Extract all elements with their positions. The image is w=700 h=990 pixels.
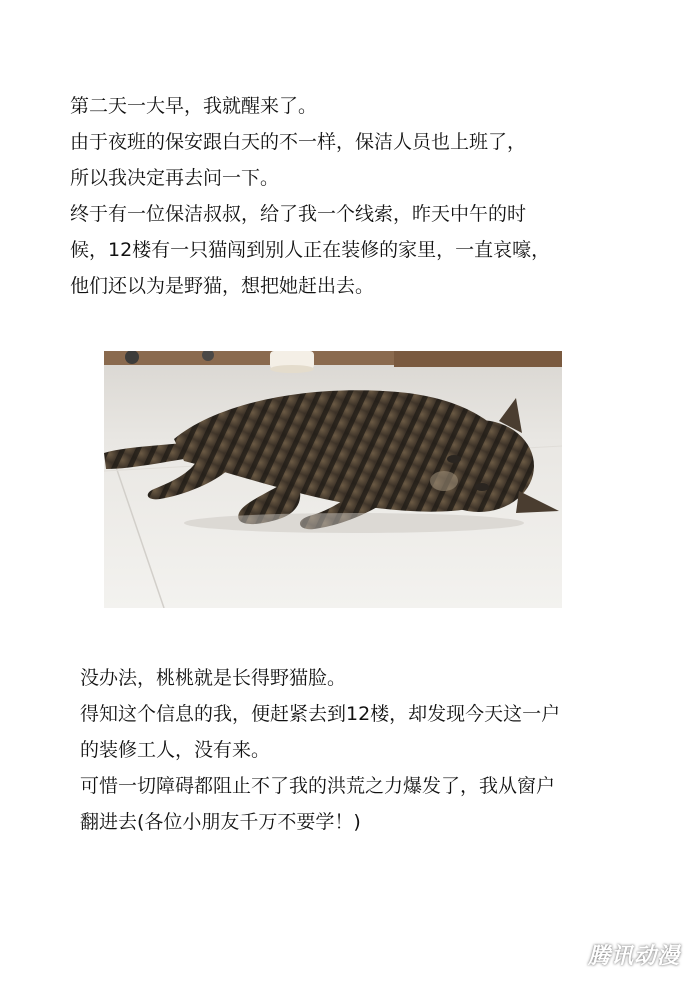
story-line: 终于有一位保洁叔叔，给了我一个线索，昨天中午的时 [70, 203, 527, 225]
story-line: 所以我决定再去问一下。 [70, 167, 280, 189]
story-line: 他们还以为是野猫，想把她赶出去。 [70, 275, 375, 297]
story-line: 可惜一切障碍都阻止不了我的洪荒之力爆发了，我从窗户 [80, 775, 556, 797]
story-line: 的装修工人，没有来。 [80, 739, 271, 761]
story-line: 翻进去(各位小朋友千万不要学！) [80, 811, 361, 833]
story-line: 没办法，桃桃就是长得野猫脸。 [80, 667, 347, 689]
story-paragraph-2 [80, 664, 560, 844]
story-line: 候，12楼有一只猫闯到别人正在装修的家里，一直哀嚎， [70, 239, 551, 261]
story-line: 由于夜班的保安跟白天的不一样，保洁人员也上班了， [70, 131, 527, 153]
story-paragraph-1 [70, 92, 550, 308]
watermark-logo: 腾讯动漫 [587, 944, 680, 969]
story-line: 得知这个信息的我，便赶紧去到12楼，却发现今天这一户 [80, 703, 561, 725]
story-line: 第二天一大早，我就醒来了。 [70, 95, 318, 117]
cat-photo [104, 351, 562, 608]
